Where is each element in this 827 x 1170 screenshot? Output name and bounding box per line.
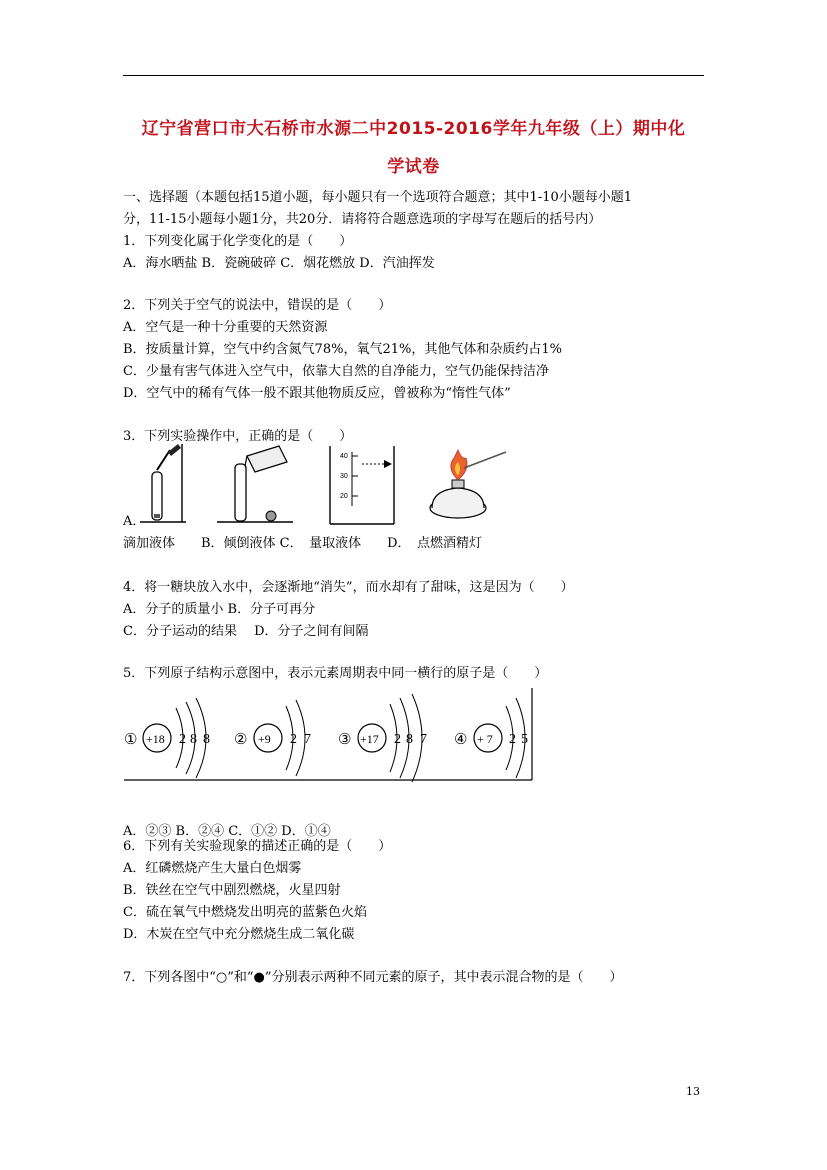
atom-2-shell-1: 2 [290, 732, 297, 747]
q2-option-c: C．少量有害气体进入空气中，依靠大自然的自净能力，空气仍能保持洁净 [123, 364, 549, 379]
q1-stem: 1．下列变化属于化学变化的是（ ） [123, 234, 353, 249]
q2-option-d: D．空气中的稀有气体一般不跟其他物质反应，曾被称为“惰性气体” [123, 386, 511, 401]
q3-stem: 3．下列实验操作中，正确的是（ ） [123, 429, 353, 444]
instructions-line2: 分，11-15小题每小题1分，共20分．请将符合题意选项的字母写在题后的括号内） [123, 212, 602, 227]
q7-stem: 7．下列各图中“○”和“●”分别表示两种不同元素的原子，其中表示混合物的是（ ） [123, 970, 623, 985]
exam-title-line2: 学试卷 [387, 157, 440, 177]
q5-stem: 5．下列原子结构示意图中，表示元素周期表中同一横行的原子是（ ） [123, 666, 548, 681]
q3-figure-cylinder [328, 446, 398, 526]
atom-3-charge: +17 [360, 732, 379, 746]
atom-1-charge: +18 [146, 732, 165, 746]
atom-4-shell-1: 2 [509, 732, 516, 747]
atom-2-charge: +9 [258, 732, 271, 746]
atom-4-charge: + 7 [477, 732, 493, 746]
q6-option-c: C．硫在氧气中燃烧发出明亮的蓝紫色火焰 [123, 905, 367, 920]
q2-stem: 2．下列关于空气的说法中，错误的是（ ） [123, 298, 392, 313]
atom-3-number: ③ [338, 732, 352, 748]
atom-2-shell-2: 7 [304, 732, 311, 747]
q6-option-b: B．铁丝在空气中剧烈燃烧，火星四射 [123, 883, 341, 898]
q4-options-cd: C．分子运动的结果 D．分子之间有间隔 [123, 624, 369, 639]
q6-option-d: D．木炭在空气中充分燃烧生成二氧化碳 [123, 927, 355, 942]
q2-option-b: B．按质量计算，空气中约含氮气78%，氧气21%，其他气体和杂质约占1% [123, 342, 562, 357]
atom-4-shell-2: 5 [521, 732, 528, 747]
q4-stem: 4．将一糖块放入水中，会逐渐地“消失”，而水却有了甜味，这是因为（ ） [123, 580, 574, 595]
q6-stem: 6．下列有关实验现象的描述正确的是（ ） [123, 839, 392, 854]
cylinder-mark-20: 20 [340, 493, 348, 500]
atom-1-shell-2: 8 [190, 732, 197, 747]
exam-title-line1: 辽宁省营口市大石桥市水源二中2015-2016学年九年级（上）期中化 [141, 119, 686, 139]
cylinder-mark-30: 30 [340, 473, 348, 480]
atom-3-shell-2: 8 [406, 732, 413, 747]
atom-1-shell-3: 8 [203, 732, 210, 747]
q6-option-a: A．红磷燃烧产生大量白色烟雾 [123, 861, 302, 876]
q3-figure-alcohol-lamp [428, 446, 508, 526]
cylinder-mark-40: 40 [340, 453, 348, 460]
q4-options-ab: A．分子的质量小 B．分子可再分 [123, 602, 316, 617]
atom-1-shell-1: 2 [179, 732, 186, 747]
atom-1-number: ① [124, 732, 138, 748]
q3-figure-pouring [215, 444, 295, 526]
q1-options: A．海水晒盐 B．瓷碗破碎 C．烟花燃放 D．汽油挥发 [123, 256, 435, 271]
q5-options: A．②③ B．②④ C．①② D．①④ [123, 824, 331, 839]
atom-2-number: ② [234, 732, 248, 748]
instructions-line1: 一、选择题（本题包括15道小题，每小题只有一个选项符合题意；其中1-10小题每小题1 [123, 190, 633, 205]
q3-label-a: A． [123, 514, 146, 529]
q3-options: 滴加液体 B．倾倒液体 C． 量取液体 D． 点燃酒精灯 [123, 536, 483, 551]
page-number: 13 [686, 1085, 700, 1098]
atom-3-shell-3: 7 [420, 732, 427, 747]
atom-4-number: ④ [454, 732, 468, 748]
q5-atom-diagrams [124, 688, 534, 782]
q2-option-a: A．空气是一种十分重要的天然资源 [123, 320, 328, 335]
header-rule [123, 75, 704, 76]
atom-3-shell-1: 2 [394, 732, 401, 747]
q3-figure-dropper [140, 444, 190, 526]
